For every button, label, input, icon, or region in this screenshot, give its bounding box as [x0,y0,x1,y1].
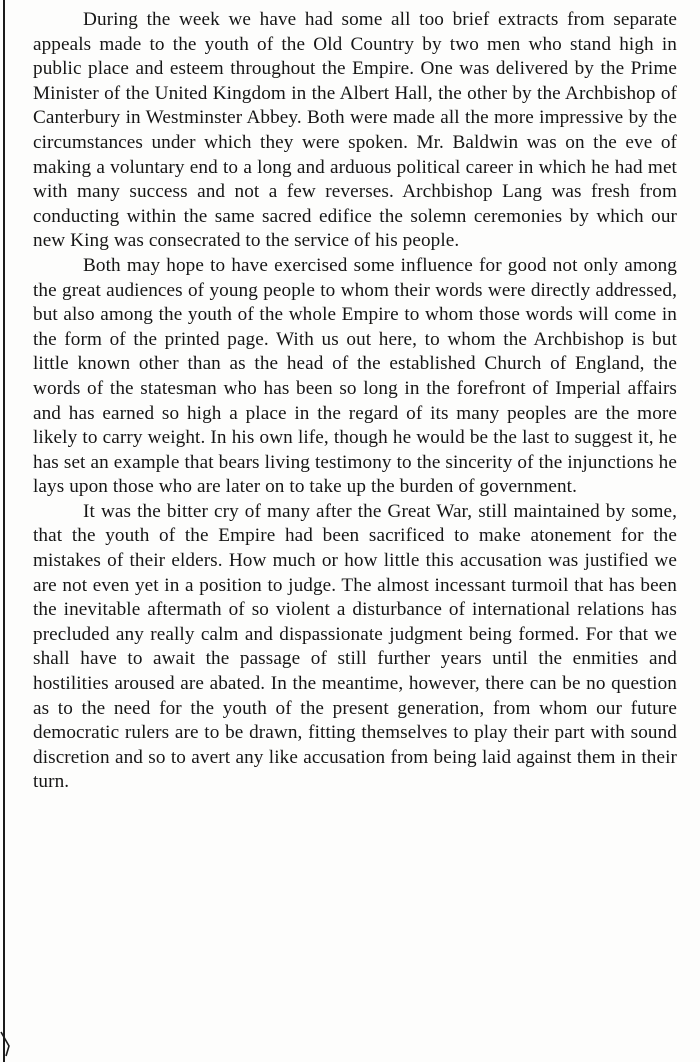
margin-mark-icon [0,1030,16,1058]
paragraph-1: During the week we have had some all too brief extracts from separate appeals made to the youth of the Old Country by two men who stand high in public place and esteem throughout the Empire. One was delivered by the Prime Minister of the United Kingdom in the Albert Hall, the other by the Archbishop of Canterbury in Westminster Abbey. Both were made all the more impressive by the circumstances under which they were spoken. Mr. Baldwin was on the eve of making a voluntary end to a long and arduous political career in which he had met with many success and not a few reverses. Archbishop Lang was fresh from conducting within the same sacred edifice the solemn ceremonies by which our new King was consecrated to the service of his people. [33,9,677,252]
editorial-text [33,8,677,795]
column-rule [3,0,5,1062]
paragraph-2: Both may hope to have exercised some influence for good not only among the great audiences of young people to whom their words were directly addressed, but also among the youth of the whole Empire to whom those words will come in the form of the printed page. With us out here, to whom the Archbishop is but little known other than as the head of the established Church of England, the words of the statesman who has been so long in the forefront of Imperial affairs and has earned so high a place in the regard of its many peoples are the more likely to carry weight. In his own life, though he would be the last to suggest it, he has set an example that bears living testimony to the sincerity of the injunctions he lays upon those who are later on to take up the burden of government. [33,254,677,498]
paragraph-3: It was the bitter cry of many after the Great War, still maintained by some, that the youth of the Empire had been sacrificed to make atonement for the mistakes of their elders. How much or how little this accusation was justified we are not even yet in a position to judge. The almost incessant turmoil that has been the inevitable aftermath of so violent a disturbance of international relations has precluded any really calm and dispassionate judgment being formed. For that we shall have to await the passage of still further years until the enmities and hostilities aroused are abated. In the meantime, however, there can be no question as to the need for the youth of the present generation, from whom our future democratic rulers are to be drawn, fitting themselves to play their part with sound discretion and so to avert any like accusation from being laid against them in their turn. [33,500,677,793]
